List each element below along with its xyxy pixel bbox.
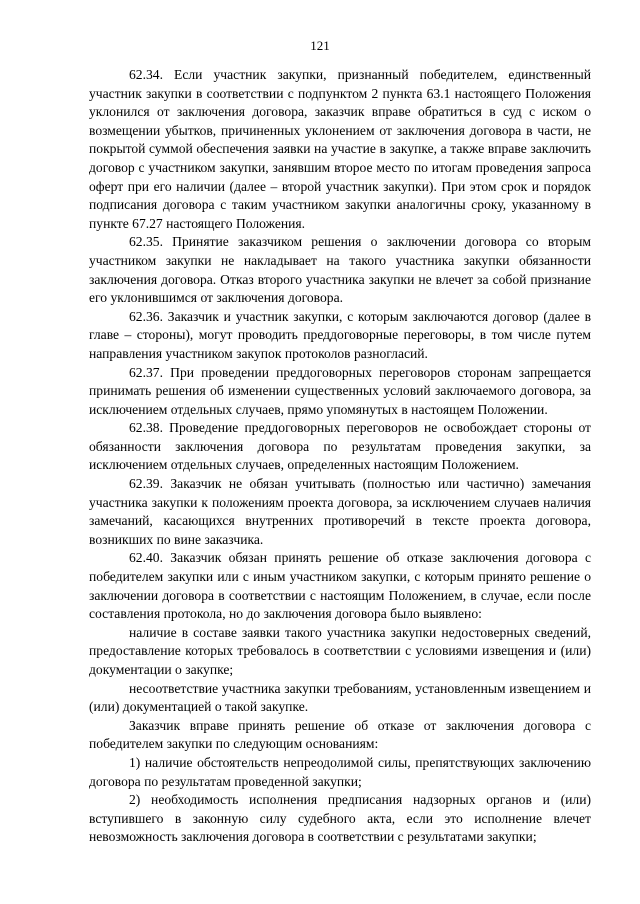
list-item-noncompliance: несоответствие участника закупки требованиям, установленным извещением и (или) документацией о такой закупке. [89,680,591,715]
paragraph-62-36: 62.36. Заказчик и участник закупки, с которым заключаются договор (далее в главе – стороны), могут проводить преддоговорные переговоры, в том числе путем направления участником закупок протоколов разногласий. [89,308,591,361]
paragraph-62-38: 62.38. Проведение преддоговорных переговоров не освобождает стороны от обязанности заключения договора по результатам проведения закупки, за исключением отдельных случаев, определенных настоящим Положением. [89,420,591,473]
paragraph-62-37: 62.37. При проведении преддоговорных переговоров сторонам запрещается принимать решения об изменении существенных условий заключаемого договора, за исключением отдельных случаев, прямо упомянутых в настоящем Положении. [89,364,591,417]
paragraph-62-35: 62.35. Принятие заказчиком решения о заключении договора со вторым участником закупки не накладывает на такого участника закупки обязанности заключения договора. Отказ второго участника закупки не влечет за собой признание его уклонившимся от заключения договора. [89,234,591,306]
paragraph-62-34: 62.34. Если участник закупки, признанный победителем, единственный участник закупки в соответствии с подпунктом 2 пункта 63.1 настоящего Положения уклонился от заключения договора, заказчик вправе обратиться в суд с иском о возмещении убытков, причиненных уклонением от заключения договора в части, не покрытой суммой обеспечения заявки на участие в закупке, а также вправе заключить договор с участником закупки, занявшим второе место по итогам проведения запроса оферт при его наличии (далее – второй участник закупки). При этом срок и порядок подписания договора с таким участником закупки аналогичны сроку, указанному в пункте 67.27 настоящего Положения. [89,67,591,231]
paragraph-62-40: 62.40. Заказчик обязан принять решение об отказе заключения договора с победителем закупки или с иным участником закупки, с которым принято решение о заключении договора в соответствии с настоящим Положением, в случае, если после составления протокола, но до заключения договора было выявлено: [89,550,591,622]
paragraph-62-39: 62.39. Заказчик не обязан учитывать (полностью или частично) замечания участника закупки к положениям проекта договора, за исключением случаев наличия замечаний, касающихся внутренних противоречий в тексте проекта договора, возникших по вине заказчика. [89,476,591,547]
list-item-force-majeure: 1) наличие обстоятельств непреодолимой силы, препятствующих заключению договора по результатам проведенной закупки; [89,754,591,789]
list-item-court-order: 2) необходимость исполнения предписания надзорных органов и (или) вступившего в законную силу судебного акта, если это исполнение влечет невозможность заключения договора в соответствии с результатами закупки; [89,792,591,845]
paragraph-refusal-grounds: Заказчик вправе принять решение об отказе от заключения договора с победителем закупки по следующим основаниям: [89,717,591,752]
document-body [89,66,591,847]
page-number: 121 [310,38,330,53]
list-item-false-information: наличие в составе заявки такого участника закупки недостоверных сведений, предоставление которых требовалось в соответствии с условиями извещения и (или) документации о закупке; [89,624,591,677]
